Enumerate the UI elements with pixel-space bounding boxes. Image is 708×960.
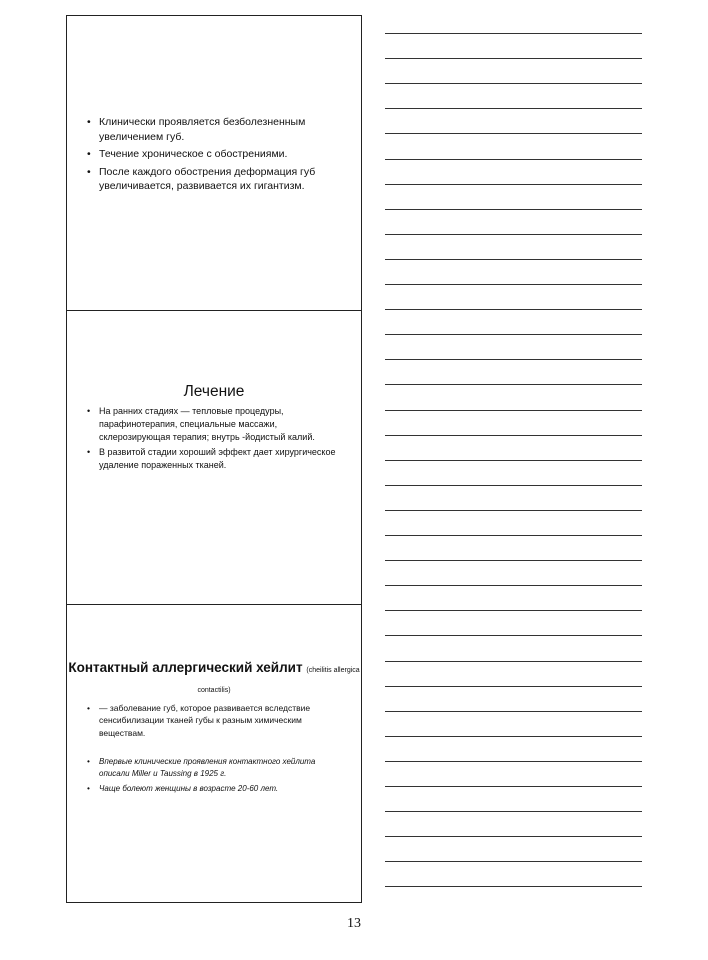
slide-3-bullet-list: [87, 702, 345, 741]
note-line: [385, 510, 642, 511]
slide-1-bullet: • Течение хроническое с обострениями.: [87, 147, 342, 162]
note-line: [385, 736, 642, 737]
note-line: [385, 585, 642, 586]
note-line: [385, 610, 642, 611]
note-line: [385, 209, 642, 210]
note-line: [385, 861, 642, 862]
note-line: [385, 761, 642, 762]
note-line: [385, 686, 642, 687]
note-line: [385, 184, 642, 185]
note-line: [385, 460, 642, 461]
note-line: [385, 560, 642, 561]
note-line: [385, 711, 642, 712]
slide-3-italic-bullet: • Впервые клинические проявления контактного хейлита описали Miller и Taussing в 1925 г.: [87, 756, 345, 779]
note-line: [385, 33, 642, 34]
note-line: [385, 159, 642, 160]
note-line: [385, 83, 642, 84]
note-line: [385, 234, 642, 235]
note-line: [385, 410, 642, 411]
note-line: [385, 359, 642, 360]
slide-3-title-latin: (cheilitis allergica contactilis): [197, 667, 360, 694]
slide-2-title: Лечение: [183, 383, 245, 400]
slide-1-bullet: • После каждого обострения деформация губ увеличивается, развивается их гигантизм.: [87, 165, 342, 194]
slide-3: [66, 604, 362, 903]
slide-2-bullet: • В развитой стадии хороший эффект дает хирургическое удаление пораженных тканей.: [87, 446, 345, 472]
note-line: [385, 661, 642, 662]
slides-column: [66, 15, 362, 903]
slide-3-title: [67, 659, 361, 699]
note-line: [385, 309, 642, 310]
note-line: [385, 384, 642, 385]
note-line: [385, 811, 642, 812]
slide-2: [66, 310, 362, 605]
note-line: [385, 836, 642, 837]
note-line: [385, 133, 642, 134]
note-line: [385, 58, 642, 59]
note-line: [385, 108, 642, 109]
slide-1-bullet: • Клинически проявляется безболезненным увеличением губ.: [87, 115, 342, 144]
note-line: [385, 334, 642, 335]
slide-3-bullet: • — заболевание губ, которое развивается вследствие сенсибилизации тканей губы к разным химическим веществам.: [87, 702, 345, 739]
slide-1-bullet-list: [87, 115, 342, 197]
note-line: [385, 485, 642, 486]
slide-3-italic-bullet-list: [87, 756, 345, 799]
slide-2-bullet-list: [87, 405, 345, 475]
note-line: [385, 284, 642, 285]
notes-lines-area: [385, 33, 642, 903]
note-line: [385, 435, 642, 436]
slide-1: [66, 15, 362, 311]
note-line: [385, 259, 642, 260]
note-line: [385, 635, 642, 636]
slide-3-title-text: Контактный аллергический хейлит: [68, 660, 303, 675]
note-line: [385, 535, 642, 536]
note-line: [385, 886, 642, 887]
page-number: 13: [347, 916, 361, 931]
slide-2-bullet: • На ранних стадиях — тепловые процедуры, парафинотерапия, специальные массажи, склерозирующая терапия; внутрь -йодистый калий.: [87, 405, 345, 443]
note-line: [385, 786, 642, 787]
slide-3-italic-bullet: • Чаще болеют женщины в возрасте 20-60 лет.: [87, 783, 345, 795]
